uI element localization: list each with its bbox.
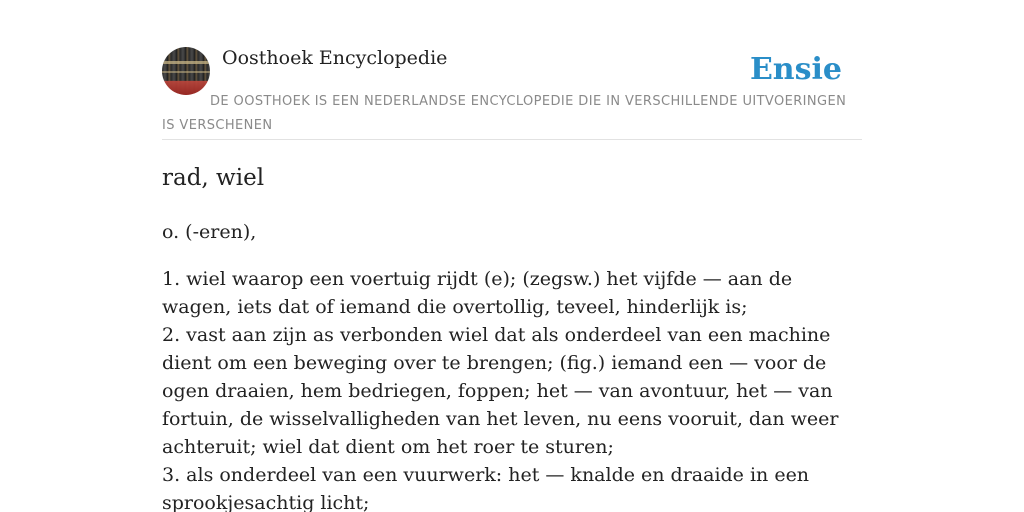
encyclopedia-avatar[interactable] <box>162 47 210 95</box>
header-divider <box>162 139 862 140</box>
definition-item: 3. als onderdeel van een vuurwerk: het — knalde en draaide in een sprookjesachtig licht; <box>162 464 810 512</box>
definition-item: 1. wiel waarop een voertuig rijdt (e); (zegsw.) het vijfde — aan de wagen, iets dat of iemand die overtollig, teveel, hinderlijk is; <box>162 268 793 318</box>
entry-content <box>162 160 862 512</box>
definition-item: 2. vast aan zijn as verbonden wiel dat als onderdeel van een machine dient om een beweging over te brengen; (fig.) iemand een — voor de ogen draaien, hem bedriegen, foppen; het — van avontuur, het — van fortuin, de wisselvalligheden van het leven, nu eens vooruit, dan weer achteruit; wiel dat dient om het roer te sturen; <box>162 324 839 458</box>
entry-grammar: o. (-eren), <box>162 221 257 243</box>
site-tagline: DE OOSTHOEK IS EEN NEDERLANDSE ENCYCLOPEDIE DIE IN VERSCHILLENDE UITVOERINGEN IS VERSCHENEN <box>162 94 847 133</box>
site-name[interactable]: Oosthoek Encyclopedie <box>222 47 448 69</box>
entry-title: rad, wiel <box>162 165 265 191</box>
ensie-logo-link[interactable]: Ensie <box>749 52 842 87</box>
definition-list <box>162 265 862 512</box>
